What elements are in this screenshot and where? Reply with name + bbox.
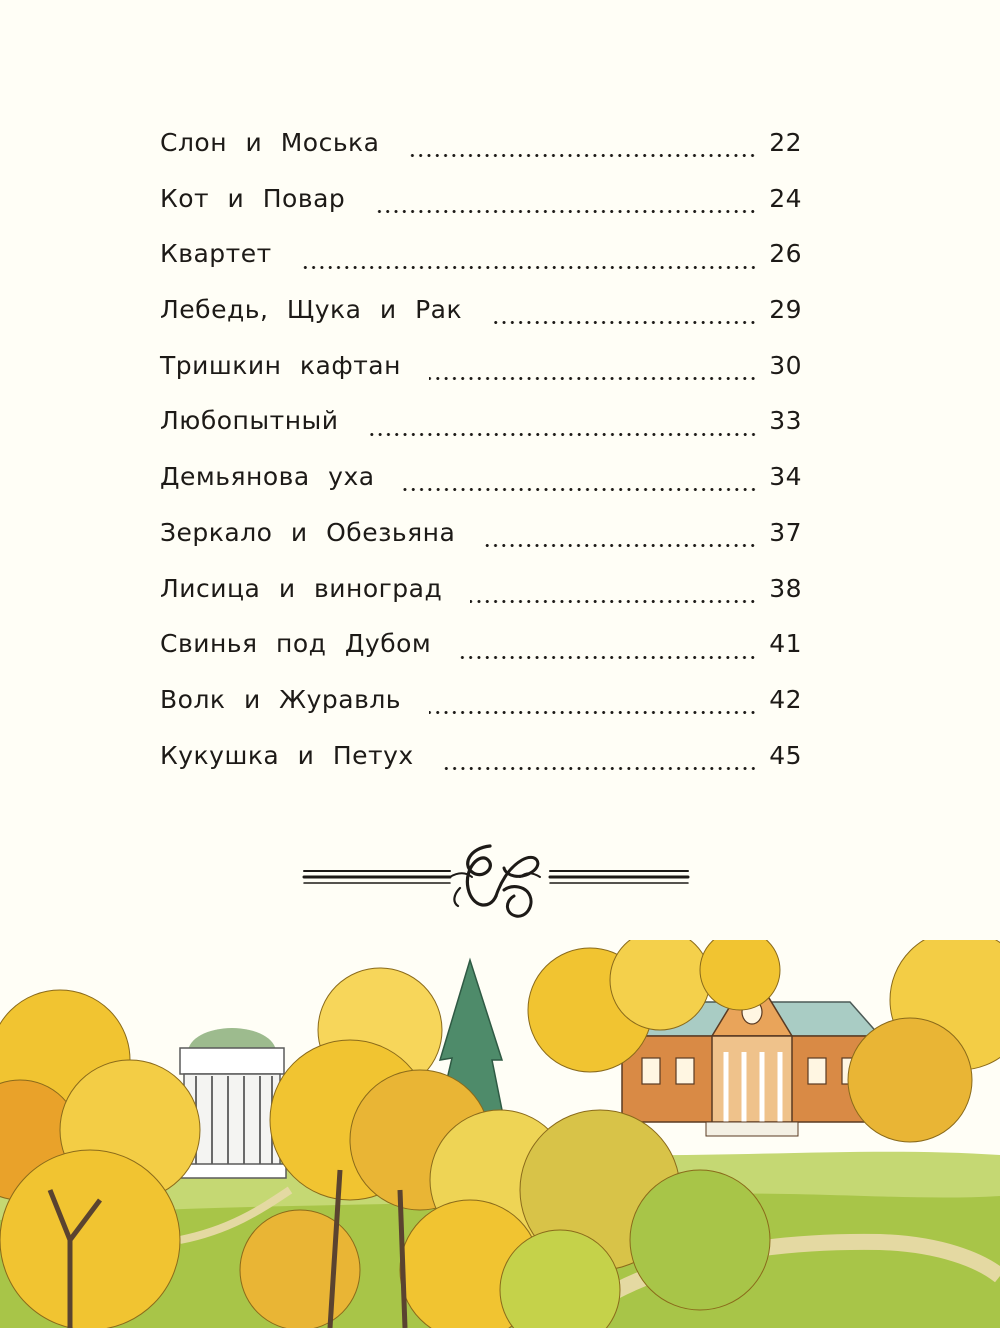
toc-entry-page: 42: [769, 684, 802, 714]
dot-leader: [459, 656, 757, 659]
toc-entry-page: 37: [769, 517, 802, 547]
toc-entry[interactable]: [160, 118, 802, 174]
toc-entry[interactable]: [160, 508, 802, 564]
toc-entry[interactable]: [160, 675, 802, 731]
dot-leader: [483, 544, 757, 547]
dot-leader: [442, 767, 757, 770]
toc-entry-page: 38: [769, 573, 802, 603]
autumn-estate-illustration: [0, 940, 1000, 1328]
toc-entry-title: Квартет: [160, 239, 272, 269]
toc-entry[interactable]: [160, 341, 802, 397]
toc-entry-title: Демьянова уха: [160, 462, 375, 492]
toc-entry-title: Кот и Повар: [160, 183, 346, 213]
toc-entry-title: Лебедь, Щука и Рак: [160, 295, 463, 325]
dot-leader: [403, 488, 758, 491]
dot-leader: [407, 154, 757, 157]
toc-entry[interactable]: [160, 731, 802, 787]
toc-entry-page: 29: [769, 295, 802, 325]
toc-entry-page: 33: [769, 406, 802, 436]
toc-entry-page: 45: [769, 740, 802, 770]
dot-leader: [300, 266, 758, 269]
toc-entry-page: 22: [769, 128, 802, 157]
dot-leader: [490, 321, 757, 324]
toc-entry[interactable]: [160, 452, 802, 508]
toc-entry-page: 30: [769, 350, 802, 380]
toc-entry-title: Зеркало и Обезьяна: [160, 517, 456, 547]
toc-entry-title: Волк и Журавль: [160, 684, 402, 714]
dot-leader: [367, 433, 758, 436]
toc-entry-page: 26: [769, 239, 802, 269]
toc-entry-title: Лисица и виноград: [160, 573, 443, 603]
toc-entry-page: 34: [769, 462, 802, 492]
dot-leader: [373, 210, 757, 213]
toc-entry[interactable]: [160, 619, 802, 675]
dot-leader: [429, 711, 757, 714]
dot-leader: [429, 377, 757, 380]
toc-entry[interactable]: [160, 174, 802, 230]
toc-entry-title: Тришкин кафтан: [160, 350, 401, 380]
toc-entry-title: Свинья под Дубом: [160, 629, 432, 659]
table-of-contents: [160, 118, 802, 786]
toc-entry[interactable]: [160, 285, 802, 341]
toc-entry-page: 41: [769, 629, 802, 659]
calligraphic-flourish-icon: [300, 838, 692, 928]
toc-entry-title: Любопытный: [160, 406, 339, 436]
toc-entry[interactable]: [160, 229, 802, 285]
toc-entry-title: Слон и Моська: [160, 128, 380, 157]
toc-entry-title: Кукушка и Петух: [160, 740, 414, 770]
dot-leader: [470, 600, 757, 603]
toc-entry-page: 24: [769, 183, 802, 213]
toc-entry[interactable]: [160, 564, 802, 620]
toc-entry[interactable]: [160, 396, 802, 452]
